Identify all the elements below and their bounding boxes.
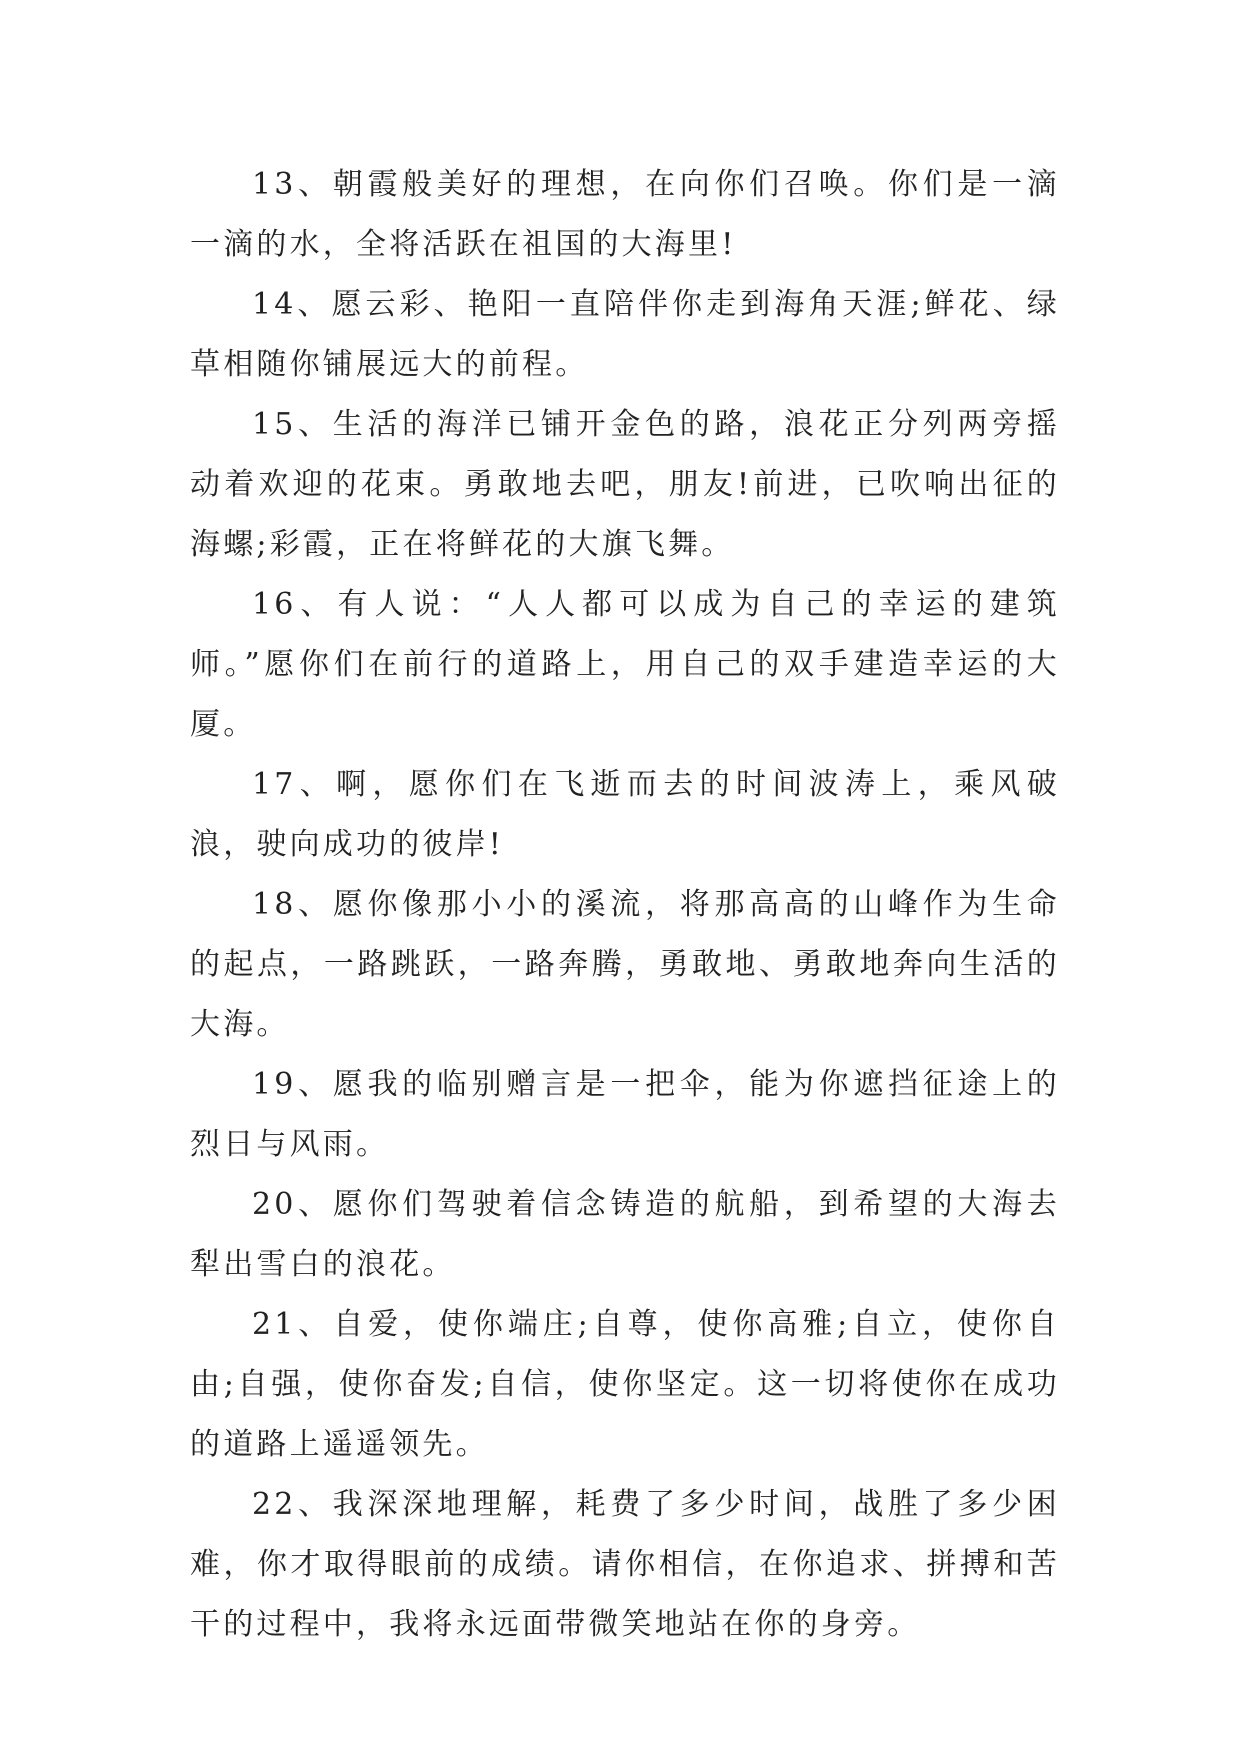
document-body: [190, 155, 1060, 1655]
paragraph-20: 20、愿你们驾驶着信念铸造的航船，到希望的大海去犁出雪白的浪花。: [190, 1187, 1060, 1282]
paragraph-18: 18、愿你像那小小的溪流，将那高高的山峰作为生命的起点，一路跳跃，一路奔腾，勇敢地、勇敢地奔向生活的大海。: [190, 887, 1060, 1042]
paragraph-15: 15、生活的海洋已铺开金色的路，浪花正分列两旁摇动着欢迎的花束。勇敢地去吧，朋友!前进，已吹响出征的海螺;彩霞，正在将鲜花的大旗飞舞。: [190, 407, 1060, 562]
paragraph-13: 13、朝霞般美好的理想，在向你们召唤。你们是一滴一滴的水，全将活跃在祖国的大海里!: [190, 167, 1060, 262]
paragraph-19: 19、愿我的临别赠言是一把伞，能为你遮挡征途上的烈日与风雨。: [190, 1067, 1060, 1162]
paragraph-14: 14、愿云彩、艳阳一直陪伴你走到海角天涯;鲜花、绿草相随你铺展远大的前程。: [190, 287, 1060, 382]
paragraph-17: 17、啊，愿你们在飞逝而去的时间波涛上，乘风破浪，驶向成功的彼岸!: [190, 767, 1060, 862]
paragraph-16: 16、有人说：“人人都可以成为自己的幸运的建筑师。”愿你们在前行的道路上，用自己的双手建造幸运的大厦。: [190, 587, 1060, 742]
paragraph-22: 22、我深深地理解，耗费了多少时间，战胜了多少困难，你才取得眼前的成绩。请你相信，在你追求、拼搏和苦干的过程中，我将永远面带微笑地站在你的身旁。: [190, 1487, 1060, 1642]
paragraph-21: 21、自爱，使你端庄;自尊，使你高雅;自立，使你自由;自强，使你奋发;自信，使你坚定。这一切将使你在成功的道路上遥遥领先。: [190, 1307, 1060, 1462]
